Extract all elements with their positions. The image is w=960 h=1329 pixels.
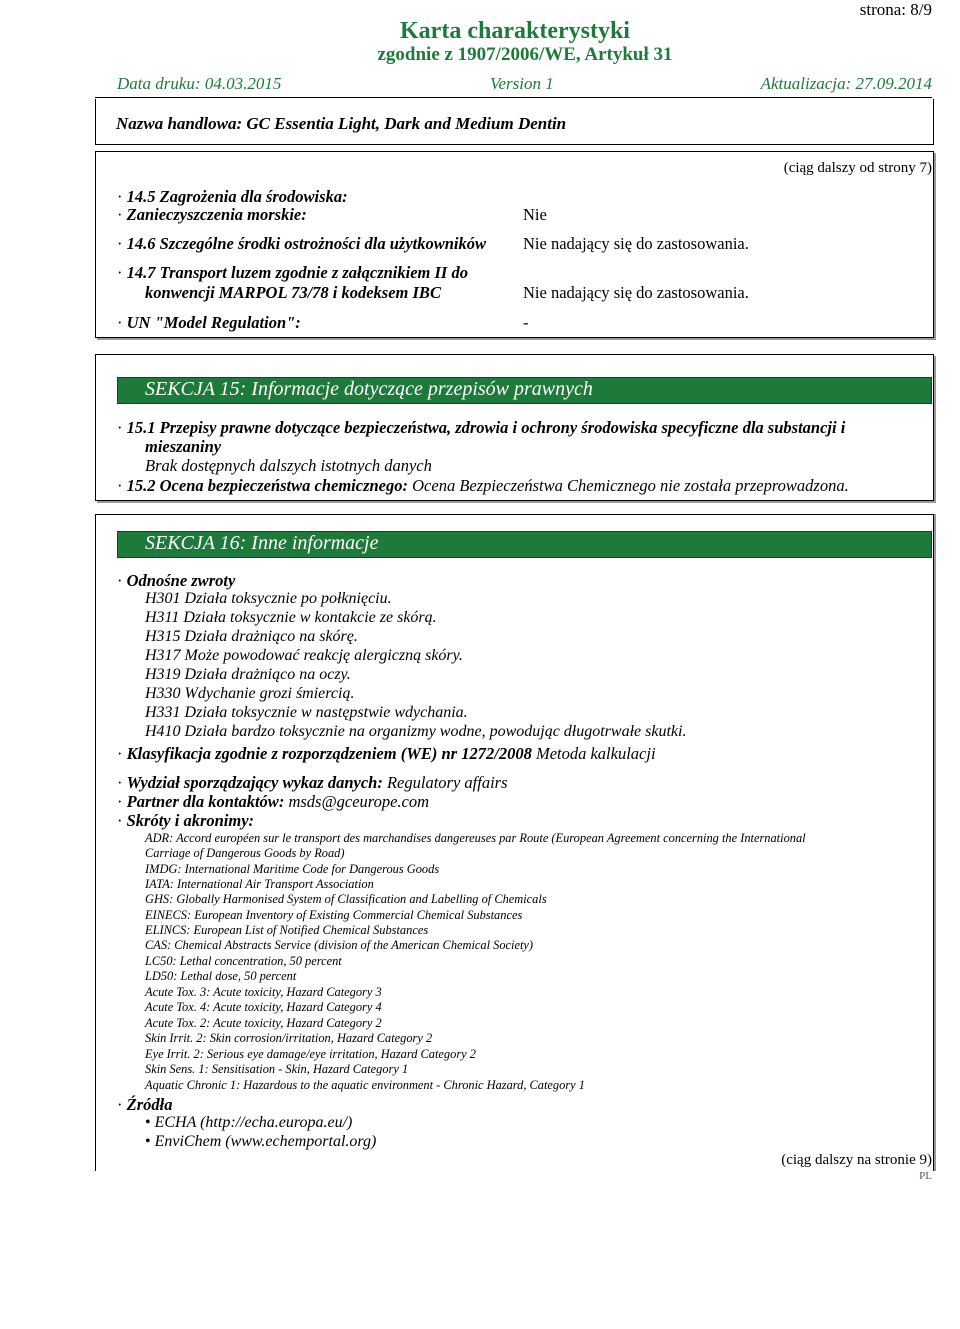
row-un-model: · UN "Model Regulation":	[117, 313, 301, 332]
abbr-line: IATA: International Air Transport Association	[145, 877, 374, 891]
contact-row: · Partner dla kontaktów: msds@gceurope.com	[117, 792, 430, 811]
abbr-line: GHS: Globally Harmonised System of Classification and Labelling of Chemicals	[145, 892, 547, 906]
ref-line: H317 Może powodować reakcję alergiczną skóry.	[145, 647, 463, 664]
abbr-line: Skin Sens. 1: Sensitisation - Skin, Hazard Category 1	[145, 1062, 409, 1076]
abbr-line: LD50: Lethal dose, 50 percent	[145, 969, 297, 983]
row-14-5-marine-value: Nie	[523, 205, 547, 224]
continued-on: (ciąg dalszy na stronie 9)	[781, 1152, 932, 1168]
header-rule	[95, 97, 932, 98]
abbr-line: LC50: Lethal concentration, 50 percent	[145, 954, 342, 968]
row-15-1: · 15.1 Przepisy prawne dotyczące bezpieczeństwa, zdrowia i ochrony środowiska specyficzne dla substancji i	[117, 418, 846, 437]
ref-line: H410 Działa bardzo toksycznie na organizmy wodne, powodując długotrwałe skutki.	[145, 723, 687, 740]
ref-line: H331 Działa toksycznie w następstwie wdychania.	[145, 704, 468, 721]
abbr-line: Acute Tox. 2: Acute toxicity, Hazard Category 2	[145, 1016, 382, 1030]
abbr-line: Eye Irrit. 2: Serious eye damage/eye irritation, Hazard Category 2	[145, 1047, 476, 1061]
row-14-6: · 14.6 Szczególne środki ostrożności dla użytkowników	[117, 234, 487, 253]
ref-line: H315 Działa drażniąco na skórę.	[145, 628, 358, 645]
abbr-label: · Skróty i akronimy:	[117, 811, 255, 830]
trade-name: Nazwa handlowa: GC Essentia Light, Dark and Medium Dentin	[116, 114, 567, 133]
abbr-line: ELINCS: European List of Notified Chemical Substances	[145, 923, 429, 937]
row-14-5: · 14.5 Zagrożenia dla środowiska:	[117, 187, 348, 206]
abbr-line: IMDG: International Maritime Code for Dangerous Goods	[145, 862, 440, 876]
row-14-7-value: Nie nadający się do zastosowania.	[523, 283, 749, 302]
row-14-5-marine: · Zanieczyszczenia morskie:	[117, 205, 307, 224]
version: Version 1	[490, 74, 554, 93]
page-number: strona: 8/9	[859, 0, 932, 19]
abbr-line: ADR: Accord européen sur le transport des marchandises dangereuses par Route (European Agreement concerning the International	[145, 831, 806, 845]
ref-line: H301 Działa toksycznie po połknięciu.	[145, 590, 392, 607]
abbr-line: Aquatic Chronic 1: Hazardous to the aquatic environment - Chronic Hazard, Category 1	[145, 1078, 585, 1092]
print-date: Data druku: 04.03.2015	[117, 74, 282, 93]
dept-row: · Wydział sporządzający wykaz danych: Regulatory affairs	[117, 773, 508, 792]
abbr-line: Skin Irrit. 2: Skin corrosion/irritation, Hazard Category 2	[145, 1031, 433, 1045]
update-date: Aktualizacja: 27.09.2014	[760, 74, 932, 93]
language-code: PL	[919, 1170, 932, 1182]
source-item: • EnviChem (www.echemportal.org)	[145, 1133, 377, 1150]
abbr-line: CAS: Chemical Abstracts Service (division of the American Chemical Society)	[145, 938, 534, 952]
source-item: • ECHA (http://echa.europa.eu/)	[145, 1114, 353, 1131]
ref-line: H330 Wdychanie grozi śmiercią.	[145, 685, 355, 702]
abbr-line: Carriage of Dangerous Goods by Road)	[145, 846, 345, 860]
sources-label: · Źródła	[117, 1095, 173, 1114]
section-15-title: SEKCJA 15: Informacje dotyczące przepisów prawnych	[145, 378, 593, 400]
continued-from: (ciąg dalszy od strony 7)	[783, 160, 932, 176]
document-title: Karta charakterystyki	[400, 18, 630, 44]
abbr-line: EINECS: European Inventory of Existing Commercial Chemical Substances	[145, 908, 523, 922]
abbr-line: Acute Tox. 3: Acute toxicity, Hazard Category 3	[145, 985, 382, 999]
ref-line: H319 Działa drażniąco na oczy.	[145, 666, 351, 683]
row-15-1-body: Brak dostępnych dalszych istotnych danych	[145, 456, 432, 475]
refs-label: · Odnośne zwroty	[117, 571, 236, 590]
row-14-7: · 14.7 Transport luzem zgodnie z załącznikiem II do	[117, 263, 468, 282]
row-un-model-value: -	[523, 313, 529, 332]
abbr-line: Acute Tox. 4: Acute toxicity, Hazard Category 4	[145, 1000, 382, 1014]
section-16-title: SEKCJA 16: Inne informacje	[145, 532, 379, 554]
row-15-1-line2: mieszaniny	[145, 437, 222, 456]
ref-line: H311 Działa toksycznie w kontakcie ze skórą.	[145, 609, 437, 626]
row-14-6-value: Nie nadający się do zastosowania.	[523, 234, 749, 253]
document-subtitle: zgodnie z 1907/2006/WE, Artykuł 31	[377, 44, 673, 65]
row-14-7-line2: konwencji MARPOL 73/78 i kodeksem IBC	[145, 283, 441, 302]
classification-row: · Klasyfikacja zgodnie z rozporządzeniem (WE) nr 1272/2008 Metoda kalkulacji	[117, 744, 656, 763]
row-15-2: · 15.2 Ocena bezpieczeństwa chemicznego: Ocena Bezpieczeństwa Chemicznego nie została przeprowadzona.	[117, 476, 849, 495]
